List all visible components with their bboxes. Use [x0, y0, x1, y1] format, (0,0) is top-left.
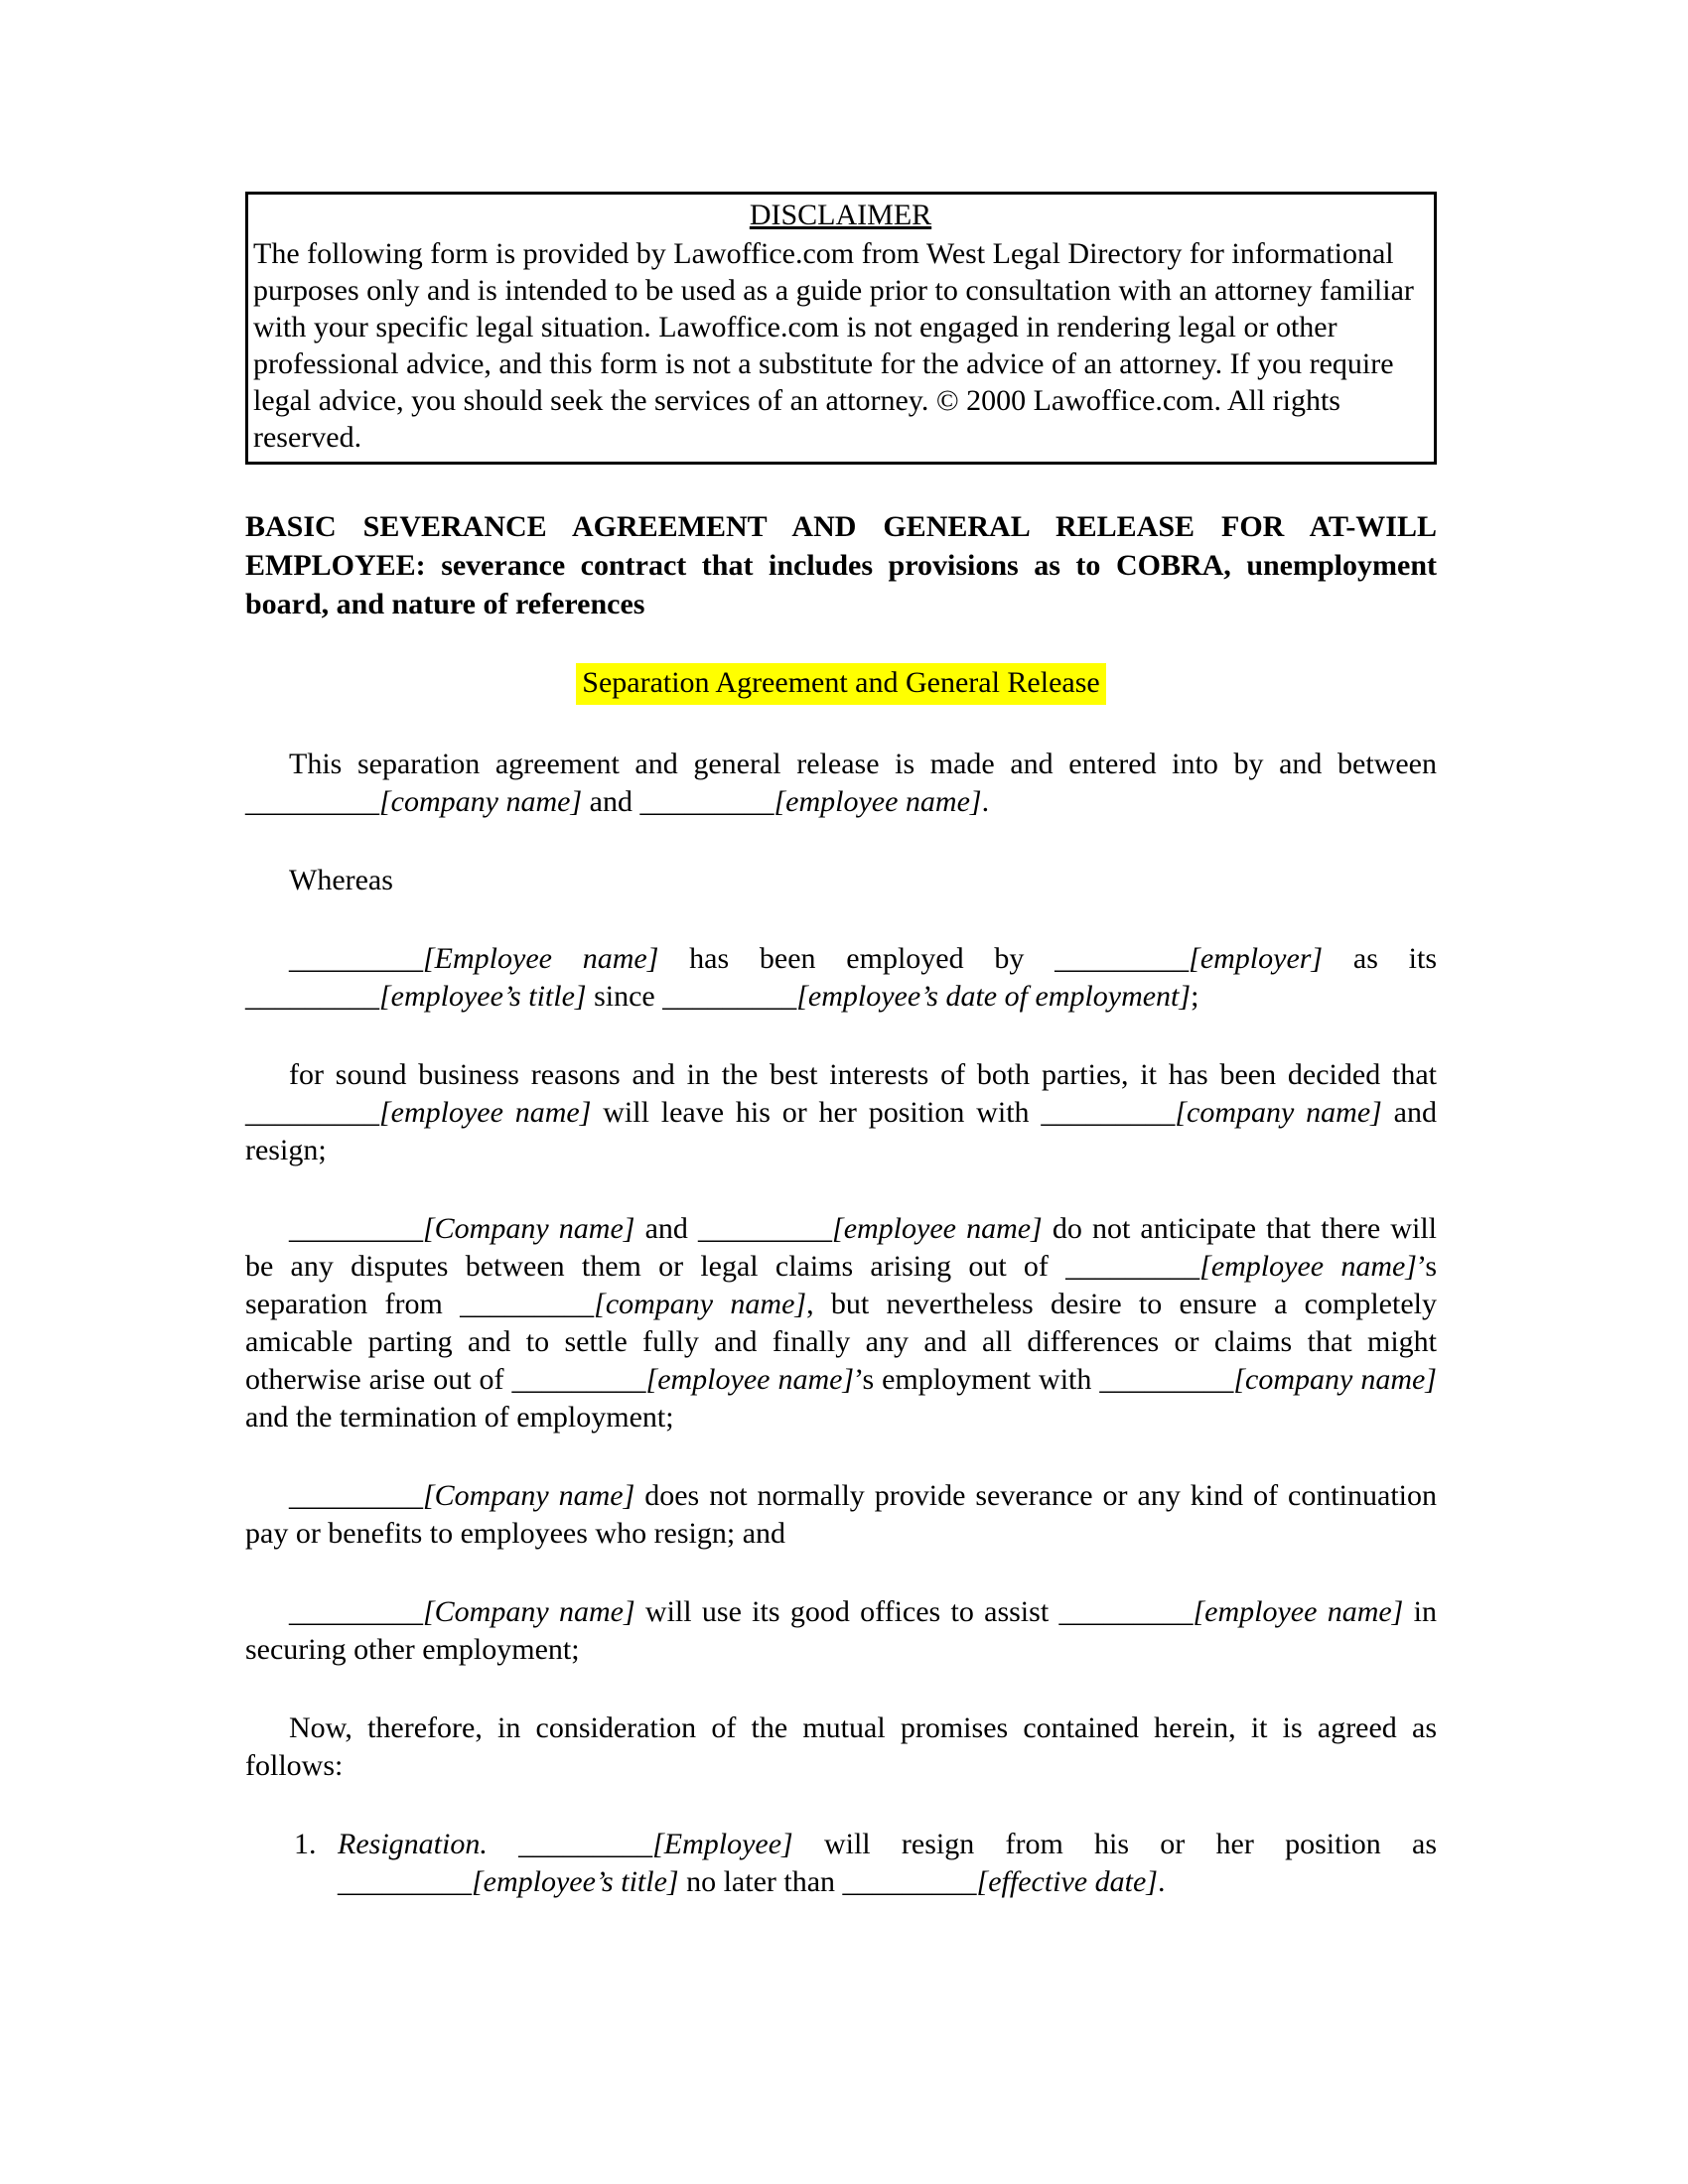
list-item-content: [338, 1826, 1437, 1901]
placeholder-italic: [employee’s title]: [379, 980, 587, 1013]
text-run: ’s separation from _________: [245, 1250, 1437, 1320]
text-run: has been employed by _________: [658, 942, 1190, 975]
placeholder-italic: [Employee]: [652, 1828, 793, 1860]
placeholder-italic: [Company name]: [423, 1595, 635, 1628]
paragraph-6: [245, 1477, 1437, 1553]
text-run: Now, therefore, in consideration of the mutual promises contained herein, it is agreed as follows:: [245, 1711, 1437, 1782]
section-heading-highlighted: Separation Agreement and General Release: [576, 663, 1105, 705]
placeholder-italic: [effective date]: [976, 1865, 1158, 1898]
text-run: ;: [1191, 980, 1199, 1013]
text-run: and _________: [582, 785, 774, 818]
placeholder-italic: [employee name]: [1199, 1250, 1417, 1283]
placeholder-italic: [employee name]: [645, 1363, 855, 1396]
text-run: will use its good offices to assist _________: [634, 1595, 1194, 1628]
text-run: and _________: [634, 1212, 833, 1245]
placeholder-italic: [employee name]: [1193, 1595, 1404, 1628]
placeholder-italic: [employee’s title]: [472, 1865, 679, 1898]
text-run: will leave his or her position with _________: [591, 1096, 1176, 1129]
paragraph-7: [245, 1593, 1437, 1669]
placeholder-italic: [employee name]: [379, 1096, 592, 1129]
disclaimer-box: [245, 192, 1437, 465]
placeholder-italic: [employer]: [1189, 942, 1324, 975]
paragraph-4: [245, 1056, 1437, 1169]
text-run: no later than _________: [678, 1865, 977, 1898]
placeholder-italic: [Employee name]: [423, 942, 659, 975]
placeholder-italic: [employee name]: [832, 1212, 1043, 1245]
placeholder-italic: [company name]: [1175, 1096, 1382, 1129]
text-run: in securing other employment;: [245, 1595, 1437, 1666]
text-run: , but nevertheless desire to ensure a completely amicable parting and to settle fully and finally any and all differences or claims that might otherwise arise out of _________: [245, 1288, 1437, 1396]
text-run: since _________: [586, 980, 797, 1013]
placeholder-italic: [company name]: [379, 785, 583, 818]
placeholder-italic: Resignation.: [338, 1828, 488, 1860]
text-run: _________: [289, 1479, 423, 1512]
text-run: .: [1157, 1865, 1166, 1898]
text-run: will resign from his or her position as _________: [338, 1828, 1438, 1898]
placeholder-italic: [Company name]: [423, 1479, 635, 1512]
body-paragraphs: [245, 746, 1437, 1785]
section-heading-row: [245, 663, 1437, 705]
paragraph-2: [245, 862, 1437, 899]
list-number: 1.: [294, 1828, 317, 1860]
paragraph-3: [245, 940, 1437, 1016]
text-run: _________: [289, 1595, 423, 1628]
disclaimer-title: DISCLAIMER: [749, 199, 932, 231]
text-run: This separation agreement and general release is made and entered into by and between _________: [245, 748, 1437, 818]
placeholder-italic: [company name]: [594, 1288, 807, 1320]
text-run: for sound business reasons and in the best interests of both parties, it has been decided that _________: [245, 1058, 1437, 1129]
paragraph-8: [245, 1709, 1437, 1785]
text-run: _________: [289, 942, 423, 975]
text-run: do not anticipate that there will be any disputes between them or legal claims arising out of _________: [245, 1212, 1437, 1283]
text-run: .: [981, 785, 990, 818]
list-item-resignation: [245, 1826, 1437, 1901]
text-run: and the termination of employment;: [245, 1401, 674, 1433]
text-run: and resign;: [245, 1096, 1437, 1166]
disclaimer-body: The following form is provided by Lawoffice.com from West Legal Directory for informational purposes only and is intended to be used as a guide prior to consultation with an attorney familiar with your specific legal situation. Lawoffice.com is not engaged in rendering legal or other professional advice, and this form is not a substitute for the advice of an attorney. If you require legal advice, you should seek the services of an attorney. © 2000 Lawoffice.com. All rights reserved.: [253, 237, 1414, 454]
placeholder-italic: [Company name]: [423, 1212, 635, 1245]
document-title: BASIC SEVERANCE AGREEMENT AND GENERAL RELEASE FOR AT-WILL EMPLOYEE: severance contract that includes provisions as to COBRA, unemployment board, and nature of references: [245, 510, 1437, 620]
text-run: _________: [487, 1828, 653, 1860]
paragraph-1: [245, 746, 1437, 821]
text-run: ’s employment with _________: [854, 1363, 1234, 1396]
text-run: _________: [289, 1212, 423, 1245]
paragraph-5: [245, 1210, 1437, 1436]
text-run: does not normally provide severance or any kind of continuation pay or benefits to employees who resign; and: [245, 1479, 1437, 1550]
placeholder-italic: [company name]: [1233, 1363, 1437, 1396]
text-run: Whereas: [289, 864, 393, 896]
placeholder-italic: [employee’s date of employment]: [796, 980, 1192, 1013]
placeholder-italic: [employee name]: [774, 785, 982, 818]
text-run: as its _________: [245, 942, 1437, 1013]
